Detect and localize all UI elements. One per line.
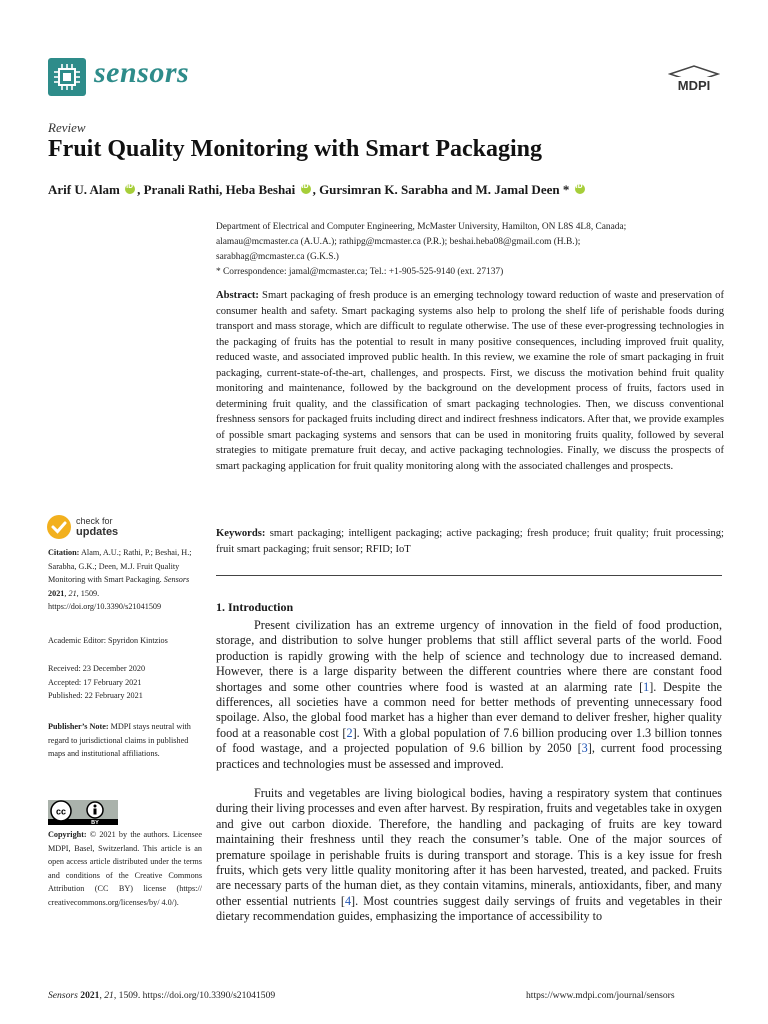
- author-name[interactable]: Pranali Rathi: [143, 182, 220, 197]
- affiliation-emails[interactable]: sarabhag@mcmaster.ca (G.K.S.): [216, 252, 339, 262]
- reference-link[interactable]: 1: [643, 679, 650, 694]
- author-name[interactable]: Arif U. Alam: [48, 182, 120, 197]
- keywords-label: Keywords:: [216, 528, 266, 539]
- reference-link[interactable]: 3: [581, 741, 588, 756]
- publishers-note: Publisher’s Note: MDPI stays neutral with regard to jurisdictional claims in published maps and institutional affiliations.: [48, 722, 191, 758]
- section-divider: [216, 575, 722, 576]
- affiliation-emails[interactable]: alamau@mcmaster.ca (A.U.A.); rathipg@mcmaster.ca (P.R.); beshai.heba08@gmail.com (H.B.);: [216, 237, 581, 247]
- footer-journal-url[interactable]: https://www.mdpi.com/journal/sensors: [526, 990, 675, 1001]
- keywords-text: smart packaging; intelligent packaging; active packaging; fresh produce; fruit quality; fruit processing; fruit smart packaging; fruit sensor; RFID; IoT: [216, 528, 724, 555]
- orcid-icon[interactable]: [575, 184, 585, 194]
- accepted-date: Accepted: 17 February 2021: [48, 677, 142, 687]
- publisher-name: MDPI: [677, 78, 711, 93]
- journal-logo-icon: [48, 58, 86, 96]
- cc-badge-label: BY: [91, 820, 99, 825]
- abstract-text: Smart packaging of fresh produce is an emerging technology toward reduction of waste and preservation of consumer health and safety. Smart packaging systems also help to prolong the shelf life of perishable foods during transport and mass storage, which are difficult to regulate otherwise. The use of these ever-progressing technologies in the packaging of fruits has the potential to result in many positive consequences, including improved fruit quality, reduced waste, and associated improved public health. In this review, we examine the role of smart packaging in fruit packaging, current-state-of-the-art, challenges, and prospects. First, we discuss the motivation behind fruit quality monitoring and maintenance, followed by the background on the development process of fruits, factors used in determining fruit quality, and the classification of smart packaging technologies. Then, we discuss conventional freshness sensors for packaged fruits including direct and indirect freshness indicators. After that, we provide examples of possible smart packaging systems and sensors that can be used in monitoring fruits quality, followed by several strategies to mitigate premature fruit decay, and active packaging technologies. Finally, we discuss the prospects of smart packaging application for fruit quality monitoring along with the associated challenges and prospects.: [216, 290, 724, 472]
- citation-block: Citation: Alam, A.U.; Rathi, P.; Beshai, H.; Sarabha, G.K.; Deen, M.J. Fruit Quality Monitoring with Smart Packaging. Sensors 2021, 21, 1509. https://doi.org/10.3390/s21041509: [48, 548, 192, 611]
- published-date: Published: 22 February 2021: [48, 691, 143, 700]
- orcid-icon[interactable]: [125, 184, 135, 194]
- check-updates-label-bold: updates: [76, 526, 119, 538]
- intro-paragraph: Present civilization has an extreme urgency of innovation in the field of food production, storage, and distribution to solve hunger problems that still afflict several parts of the world. Food production is rapidly growing with the help of science and technology due to increased demand. However, there is a large disparity between the different countries where there are constant food shortages and some other countries where food is wasted at an alarming rate [1]. Despite the differences, all societies have a common need for better methods of preventing unnecessary food spoilage. Also, the global food market has a higher than ever demand to deliver fresher, higher quality food at a reasonable cost [2]. With a global population of 7.6 billion producing over 1.3 billion tonnes of food wastage, and a projected population of 9.6 billion by 2050 [3], current food processing practices and technologies must be assessed and improved.: [216, 618, 722, 771]
- author-list: Arif U. Alam iD , Pranali Rathi, Heba Beshai iD , Gursimran K. Sarabha and M. Jamal Deen * iD: [48, 182, 587, 198]
- copyright-block: Copyright: © 2021 by the authors. Licensee MDPI, Basel, Switzerland. This article is an open access article distributed under the terms and conditions of the Creative Commons Attribution (CC BY) license (https:// creativecommons.org/licenses/by/ 4.0/).: [48, 830, 202, 907]
- check-updates-label: check for: [76, 516, 113, 526]
- footer-citation: Sensors 2021, 21, 1509. https://doi.org/10.3390/s21041509: [48, 990, 276, 1001]
- dates-block: [48, 662, 202, 703]
- journal-name[interactable]: sensors: [94, 56, 190, 89]
- affiliation-line: Department of Electrical and Computer Engineering, McMaster University, Hamilton, ON L8S 4L8, Canada;: [216, 222, 627, 232]
- intro-paragraph: Fruits and vegetables are living biological bodies, having a respiratory system that continues during their living processes and even after harvest. By respiration, fruits and vegetables take in oxygen and give out carbon dioxide. Therefore, the handling and packaging of fruits are key toward maintaining their freshness until they reach the consumer’s table. One of the major sources of premature spoilage in perishable fruits is during transport and storage. This is a key issue for fresh fruits, which gets very little quality monitoring after it has been harvested, treated, and packed. Fruits are necessary parts of the human diet, as they contain vitamins, minerals, antioxidants, fiber, and many other essential nutrients [4]. Most countries suggest daily servings of fruits and vegetables in their dietary recommendation guides, emphasizing the importance of accessibility to: [216, 786, 722, 924]
- svg-text:cc: cc: [55, 806, 67, 817]
- check-for-updates-button[interactable]: [46, 514, 146, 542]
- footer-doi-link[interactable]: , 1509. https://doi.org/10.3390/s21041509: [113, 990, 276, 1001]
- article-type: Review: [48, 120, 86, 135]
- author-name[interactable]: M. Jamal Deen *: [475, 182, 570, 197]
- academic-editor: Academic Editor: Spyridon Kintzios: [48, 636, 168, 645]
- affiliation-block: [216, 220, 726, 280]
- article-title: Fruit Quality Monitoring with Smart Packaging: [48, 136, 542, 162]
- author-name[interactable]: Heba Beshai: [225, 182, 296, 197]
- orcid-icon[interactable]: [301, 184, 311, 194]
- section-heading: 1. Introduction: [216, 600, 294, 614]
- reference-link[interactable]: 4: [344, 893, 352, 908]
- received-date: Received: 23 December 2020: [48, 664, 146, 673]
- mdpi-logo[interactable]: [668, 64, 720, 94]
- abstract-label: Abstract:: [216, 290, 259, 301]
- keywords: [216, 526, 724, 557]
- abstract: [216, 288, 724, 474]
- correspondence-line: * Correspondence: jamal@mcmaster.ca; Tel.: +1-905-525-9140 (ext. 27137): [216, 267, 504, 277]
- cc-by-license-icon[interactable]: [48, 800, 118, 825]
- author-name[interactable]: Gursimran K. Sarabha: [319, 182, 448, 197]
- check-updates-icon: [46, 514, 72, 540]
- reference-link[interactable]: 2: [346, 725, 353, 740]
- citation-doi[interactable]: , 1509. https://doi.org/10.3390/s21041509: [48, 588, 162, 611]
